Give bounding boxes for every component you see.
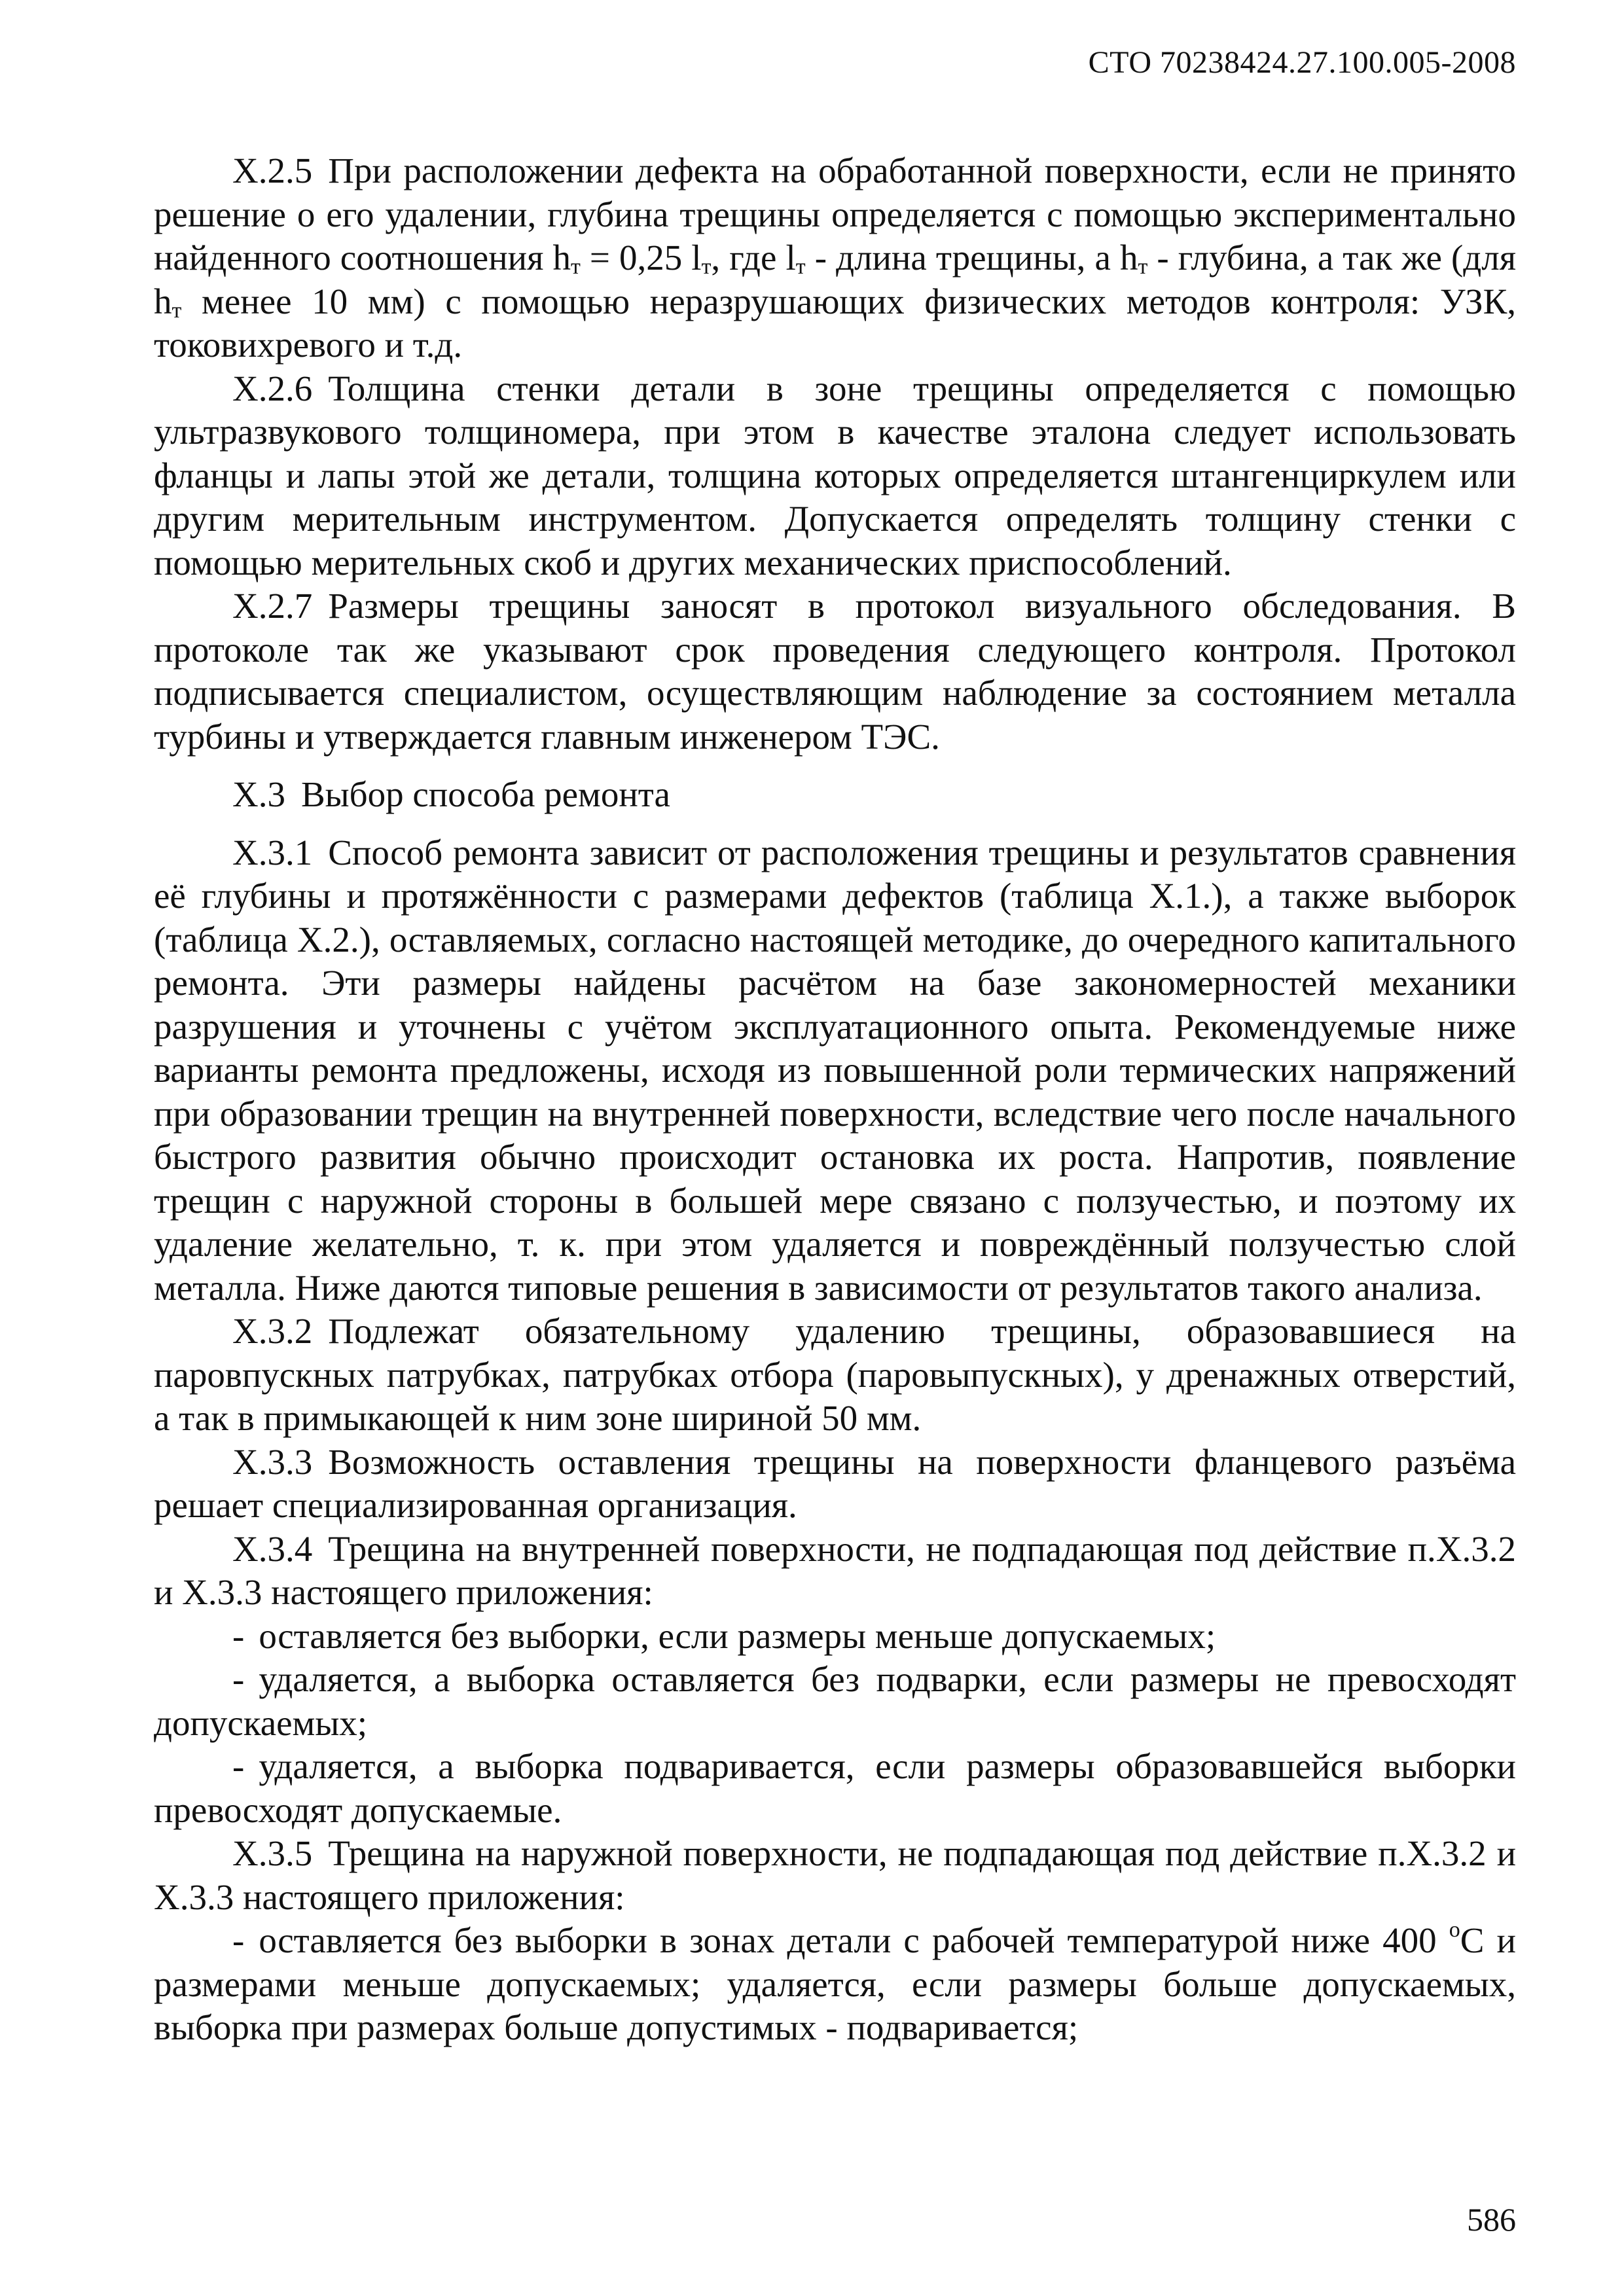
paragraph-x33 [154,1441,1516,1528]
clause-number: Х.2.5 [232,151,313,190]
list-item-text: С и размерами меньше допускаемых; удаляется, если размеры больше допускаемых, выборка при размерах больше допустимых - подваривается; [154,1920,1516,2047]
list-item-text: оставляется без выборки, если размеры меньше допускаемых; [259,1615,1216,1656]
clause-number: Х.3.4 [232,1528,313,1569]
clause-number: Х.3.1 [232,832,313,872]
paragraph-text: , где l [711,238,796,278]
paragraph-text: Возможность оставления трещины на поверхности фланцевого разъёма решает специализированная организация. [154,1441,1516,1525]
list-item [154,1919,1516,2050]
document-body [154,149,1516,2050]
paragraph-text: Толщина стенки детали в зоне трещины определяется с помощью ультразвукового толщиномера, при этом в качестве эталона следует использовать фланцы и лапы этой же детали, толщина которых определяется штангенциркулем или другим мерительным инструментом. Допускается определять толщину стенки с помощью мерительных скоб и других механических приспособлений. [154,368,1516,583]
section-heading-x3 [154,773,1516,817]
list-dash: - [232,1746,245,1786]
clause-number: Х.3.5 [232,1833,313,1873]
list-dash: - [232,1659,245,1699]
paragraph-x31 [154,831,1516,1310]
list-item [154,1745,1516,1832]
paragraph-x26 [154,367,1516,585]
paragraph-text: Трещина на наружной поверхности, не подпадающая под действие п.Х.3.2 и Х.3.3 настоящего приложения: [154,1833,1516,1917]
subscript: т [1138,255,1148,279]
paragraph-x35 [154,1832,1516,1919]
paragraph-x25 [154,149,1516,367]
subscript: т [171,298,182,323]
paragraph-text: = 0,25 l [580,238,702,278]
degree-superscript: о [1449,1918,1460,1942]
list-item [154,1615,1516,1659]
paragraph-x34 [154,1528,1516,1615]
clause-number: Х.3.2 [232,1311,313,1351]
paragraph-text: - глубина, а так же (для h [154,238,1516,321]
paragraph-text: Трещина на внутренней поверхности, не подпадающая под действие п.Х.3.2 и Х.3.3 настоящего приложения: [154,1528,1516,1612]
paragraph-text: При расположении дефекта на обработанной поверхности, если не принято решение о его удалении, глубина трещины определяется с помощью экспериментально найденного соотношения h [154,151,1516,278]
subscript: т [570,255,581,279]
list-item-text: оставляется без выборки в зонах детали с рабочей температурой ниже 400 [259,1920,1449,1960]
paragraph-text: менее 10 мм) с помощью неразрушающих физических методов контроля: УЗК, токовихревого и т.д. [154,281,1516,365]
clause-number: Х.3.3 [232,1441,313,1482]
subscript: т [701,255,712,279]
paragraph-text: Подлежат обязательному удалению трещины, образовавшиеся на паровпускных патрубках, патрубках отбора (паровыпускных), у дренажных отверстий, а так в примыкающей к ним зоне шириной 50 мм. [154,1311,1516,1438]
document-code-header: СТО 70238424.27.100.005-2008 [1088,45,1516,80]
list-item-text: удаляется, а выборка подваривается, если размеры образовавшейся выборки превосходят допускаемые. [154,1746,1516,1830]
paragraph-x32 [154,1310,1516,1441]
paragraph-text: Размеры трещины заносят в протокол визуального обследования. В протоколе так же указывают срок проведения следующего контроля. Протокол подписывается специалистом, осуществляющим наблюдение за состоянием металла турбины и утверждается главным инженером ТЭС. [154,586,1516,757]
list-item [154,1658,1516,1745]
paragraph-text: - длина трещины, а h [805,238,1138,278]
paragraph-x27 [154,584,1516,759]
section-number: Х.3 [232,774,285,814]
clause-number: Х.2.7 [232,586,313,626]
subscript: т [795,255,806,279]
section-title: Выбор способа ремонта [300,774,670,814]
clause-number: Х.2.6 [232,368,313,408]
paragraph-text: Способ ремонта зависит от расположения трещины и результатов сравнения её глубины и протяжённости с размерами дефектов (таблица Х.1.), а также выборок (таблица Х.2.), оставляемых, согласно настоящей методике, до очередного капитального ремонта. Эти размеры найдены расчётом на базе закономерностей механики разрушения и уточнены с учётом эксплуатационного опыта. Рекомендуемые ниже варианты ремонта предложены, исходя из повышенной роли термических напряжений при образовании трещин на внутренней поверхности, вследствие чего после начального быстрого развития обычно происходит остановка их роста. Напротив, появление трещин с наружной стороны в большей мере связано с ползучестью, и поэтому их удаление желательно, т. к. при этом удаляется и повреждённый ползучестью слой металла. Ниже даются типовые решения в зависимости от результатов такого анализа. [154,832,1516,1308]
list-dash: - [232,1920,245,1960]
list-item-text: удаляется, а выборка оставляется без подварки, если размеры не превосходят допускаемых; [154,1659,1516,1743]
list-dash: - [232,1615,245,1656]
page-number: 586 [1467,2201,1516,2238]
